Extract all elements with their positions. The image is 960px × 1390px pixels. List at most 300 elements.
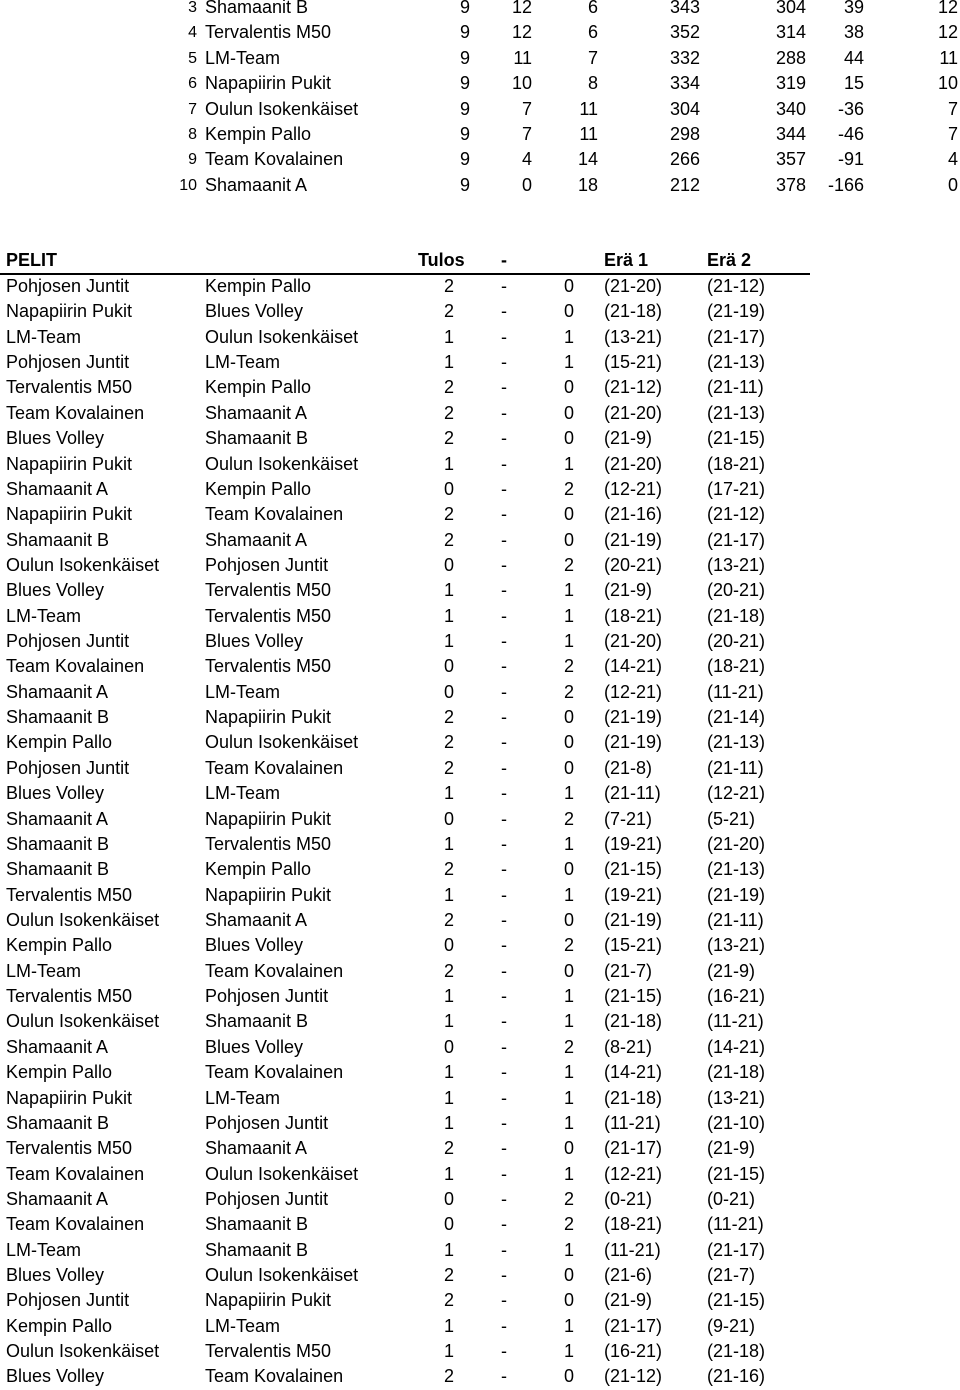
standings-team: Shamaanit A [205,174,308,195]
game-home-team: Shamaanit A [6,1188,109,1209]
game-sets-home: 1 [443,1112,454,1133]
game-dash: - [501,707,507,728]
standings-rank: 5 [188,49,197,67]
game-set1: (21-15) [604,859,663,880]
standings-value: 12 [937,0,958,17]
game-dash: - [501,1315,507,1336]
game-sets-away: 1 [563,352,574,373]
game-away-team: LM-Team [205,1087,281,1108]
standings-value: 8 [587,73,598,94]
game-home-team: Shamaanit B [6,833,110,854]
game-row [0,477,960,502]
game-set2: (21-17) [707,326,766,347]
game-sets-away: 2 [563,478,574,499]
game-set1: (18-21) [604,1214,663,1235]
game-sets-home: 2 [443,757,454,778]
standings-value: 9 [459,73,470,94]
game-set1: (21-9) [604,580,653,601]
game-away-team: Tervalentis M50 [205,656,332,677]
game-home-team: Shamaanit B [6,707,110,728]
game-set2: (17-21) [707,478,766,499]
standings-value: 7 [947,98,958,119]
game-away-team: LM-Team [205,681,281,702]
game-dash: - [501,1112,507,1133]
standings-team: Team Kovalainen [205,149,344,170]
game-set2: (21-9) [707,960,756,981]
game-row [0,604,960,629]
game-sets-home: 0 [443,554,454,575]
standings-row [0,147,960,172]
game-row [0,857,960,882]
game-sets-home: 0 [443,808,454,829]
game-set1: (21-20) [604,402,663,423]
standings-value: 6 [587,22,598,43]
game-sets-away: 1 [563,580,574,601]
game-sets-home: 2 [443,960,454,981]
game-row [0,401,960,426]
game-home-team: Pohjosen Juntit [6,757,130,778]
game-sets-away: 1 [563,1163,574,1184]
game-sets-away: 0 [563,910,574,930]
game-sets-away: 1 [563,1341,574,1362]
game-dash: - [501,1138,507,1159]
standings-value: -46 [837,124,864,144]
standings-value: 0 [521,174,532,195]
game-sets-home: 2 [443,910,454,930]
game-row [0,832,960,857]
game-away-team: Tervalentis M50 [205,1341,332,1362]
game-dash: - [501,1062,507,1083]
game-set1: (21-20) [604,453,663,474]
game-set2: (21-9) [707,1138,756,1159]
game-set1: (13-21) [604,326,663,347]
game-sets-home: 0 [443,681,454,702]
game-set1: (21-18) [604,1011,663,1032]
game-row [0,883,960,908]
game-sets-home: 2 [443,1265,454,1286]
game-set2: (16-21) [707,986,766,1007]
standings-value: 298 [669,124,700,144]
game-sets-home: 1 [443,326,454,347]
game-sets-home: 1 [443,352,454,373]
game-sets-home: 0 [443,935,454,956]
game-away-team: Pohjosen Juntit [205,1112,329,1133]
game-row [0,1288,960,1313]
game-sets-home: 0 [443,656,454,677]
game-set1: (11-21) [604,1239,661,1260]
game-set2: (21-13) [707,859,766,880]
standings-value: 11 [579,124,598,144]
game-home-team: Blues Volley [6,1366,105,1387]
game-away-team: Tervalentis M50 [205,580,332,601]
game-set2: (21-10) [707,1112,766,1133]
game-dash: - [501,935,507,956]
standings-value: 38 [843,22,864,43]
standings-value: 7 [587,47,598,68]
game-away-team: Kempin Pallo [205,377,312,398]
game-home-team: Shamaanit B [6,1112,110,1133]
game-away-team: Shamaanit B [205,1239,309,1260]
game-sets-home: 2 [443,529,454,550]
game-set2: (13-21) [707,935,766,956]
game-row [0,908,960,933]
game-away-team: LM-Team [205,352,281,373]
game-home-team: Tervalentis M50 [6,884,133,905]
game-set2: (21-20) [707,833,766,854]
game-away-team: LM-Team [205,783,281,804]
game-row [0,502,960,527]
game-dash: - [501,352,507,373]
game-set1: (21-19) [604,707,663,728]
game-row [0,452,960,477]
game-home-team: Napapiirin Pukit [6,504,133,525]
game-sets-home: 0 [443,1036,454,1057]
game-set1: (21-20) [604,631,663,652]
game-home-team: Blues Volley [6,783,105,804]
game-away-team: Oulun Isokenkäiset [205,1265,359,1286]
game-dash: - [501,859,507,880]
game-set1: (21-15) [604,986,663,1007]
game-sets-home: 1 [443,833,454,854]
game-away-team: Oulun Isokenkäiset [205,326,359,347]
game-set1: (21-7) [604,960,653,981]
game-set1: (12-21) [604,478,663,499]
game-set2: (12-21) [707,783,766,804]
game-home-team: Team Kovalainen [6,1163,145,1184]
game-sets-home: 1 [443,605,454,626]
game-set2: (21-13) [707,732,766,753]
game-set2: (21-14) [707,707,766,728]
game-dash: - [501,631,507,652]
game-row [0,1263,960,1288]
game-row [0,629,960,654]
game-row [0,781,960,806]
game-set1: (0-21) [604,1188,653,1209]
standings-value: 4 [947,149,958,170]
standings-rank: 4 [188,24,197,42]
game-away-team: Team Kovalainen [205,1062,344,1083]
game-dash: - [501,960,507,981]
game-home-team: Team Kovalainen [6,656,145,677]
game-set2: (21-15) [707,1290,766,1311]
game-set2: (21-18) [707,1341,766,1362]
game-dash: - [501,732,507,753]
standings-value: 9 [459,174,470,195]
game-set2: (18-21) [707,656,766,677]
standings-rank: 10 [179,176,197,194]
game-home-team: Napapiirin Pukit [6,453,133,474]
game-sets-home: 1 [443,1341,454,1362]
standings-value: 39 [843,0,864,17]
game-sets-home: 2 [443,707,454,728]
standings-row [0,173,960,198]
standings-value: 357 [775,149,806,170]
game-sets-away: 2 [563,1036,574,1057]
standings-value: 352 [669,22,700,43]
game-away-team: Shamaanit B [205,1214,309,1235]
standings-value: -91 [837,149,864,170]
standings-value: 378 [775,174,806,195]
game-sets-away: 1 [563,605,574,626]
game-row [0,1238,960,1263]
game-away-team: Oulun Isokenkäiset [205,453,359,474]
game-set2: (18-21) [707,453,766,474]
game-sets-home: 2 [443,859,454,880]
game-home-team: Kempin Pallo [6,935,113,956]
game-sets-home: 2 [443,301,454,322]
game-away-team: Shamaanit A [205,529,308,550]
game-home-team: Tervalentis M50 [6,986,133,1007]
game-set2: (21-11) [707,377,764,398]
game-row [0,325,960,350]
game-sets-home: 1 [443,884,454,905]
game-row [0,654,960,679]
standings-value: 9 [459,0,470,17]
game-dash: - [501,783,507,804]
standings-value: 212 [669,174,700,195]
game-set1: (21-19) [604,732,663,753]
game-set1: (21-18) [604,1087,663,1108]
standings-value: 7 [521,98,532,119]
game-row [0,1187,960,1212]
standings-value: 314 [775,22,806,43]
game-home-team: Kempin Pallo [6,1315,113,1336]
game-set1: (18-21) [604,605,663,626]
standings-value: 6 [587,0,598,17]
game-sets-away: 1 [563,1011,574,1032]
game-dash: - [501,1036,507,1057]
standings-value: 11 [513,47,532,68]
game-away-team: Napapiirin Pukit [205,808,332,829]
game-sets-home: 2 [443,504,454,525]
game-row [0,730,960,755]
game-sets-home: 1 [443,631,454,652]
game-row [0,553,960,578]
game-set2: (21-15) [707,1163,766,1184]
standings-row [0,71,960,96]
standings-rank: 6 [188,75,197,93]
game-dash: - [501,301,507,322]
game-away-team: Napapiirin Pukit [205,1290,332,1311]
game-dash: - [501,656,507,677]
game-dash: - [501,1214,507,1235]
standings-team: Tervalentis M50 [205,22,332,43]
game-row [0,1136,960,1161]
standings-value: -166 [827,174,864,195]
game-sets-away: 2 [563,935,574,956]
game-row [0,426,960,451]
game-sets-home: 1 [443,1062,454,1083]
game-home-team: LM-Team [6,605,82,626]
game-home-team: Blues Volley [6,1265,105,1286]
game-set2: (11-21) [707,1011,764,1032]
game-set1: (8-21) [604,1036,653,1057]
game-set2: (21-19) [707,884,766,905]
game-sets-away: 0 [563,1366,574,1387]
game-set2: (20-21) [707,580,766,601]
game-dash: - [501,1011,507,1032]
game-away-team: Blues Volley [205,301,304,322]
game-set2: (21-11) [707,757,764,778]
game-away-team: Blues Volley [205,935,304,956]
standings-team: LM-Team [205,47,281,68]
standings-rank: 9 [188,151,197,169]
standings-value: 11 [939,47,958,68]
game-away-team: Team Kovalainen [205,1366,344,1387]
game-set1: (15-21) [604,935,663,956]
game-set1: (21-9) [604,428,653,449]
game-sets-home: 1 [443,453,454,474]
game-set2: (21-19) [707,301,766,322]
game-sets-away: 1 [563,986,574,1007]
game-sets-away: 2 [563,808,574,829]
game-set2: (0-21) [707,1188,756,1209]
game-dash: - [501,529,507,550]
standings-row [0,97,960,122]
game-sets-away: 2 [563,1188,574,1209]
game-dash: - [501,808,507,829]
game-set1: (19-21) [604,833,663,854]
game-sets-home: 2 [443,1366,454,1387]
game-dash: - [501,884,507,905]
game-sets-home: 1 [443,1163,454,1184]
standings-value: 9 [459,149,470,170]
standings-value: 44 [843,47,864,68]
game-set1: (21-9) [604,1290,653,1311]
result-header: Tulos [418,250,465,270]
game-set2: (13-21) [707,1087,766,1108]
game-sets-home: 2 [443,377,454,398]
game-away-team: Shamaanit A [205,910,308,930]
game-set1: (21-16) [604,504,663,525]
game-away-team: Team Kovalainen [205,960,344,981]
game-sets-away: 1 [563,1087,574,1108]
game-home-team: Tervalentis M50 [6,377,133,398]
game-set1: (14-21) [604,1062,663,1083]
standings-value: 304 [669,98,700,119]
standings-value: 12 [937,22,958,43]
game-set2: (9-21) [707,1315,756,1336]
game-home-team: Oulun Isokenkäiset [6,910,160,930]
standings-value: 18 [577,174,598,195]
game-set1: (16-21) [604,1341,663,1362]
game-away-team: Pohjosen Juntit [205,554,329,575]
game-set2: (13-21) [707,554,766,575]
game-set1: (20-21) [604,554,663,575]
game-set2: (21-18) [707,605,766,626]
game-row [0,1314,960,1339]
standings-value: 334 [669,73,700,94]
game-sets-home: 2 [443,276,454,296]
game-home-team: LM-Team [6,1239,82,1260]
game-away-team: Kempin Pallo [205,859,312,880]
game-home-team: Shamaanit B [6,859,110,880]
game-sets-home: 0 [443,1214,454,1235]
game-sets-away: 2 [563,1214,574,1235]
game-sets-home: 1 [443,580,454,601]
game-row [0,933,960,958]
game-dash: - [501,1163,507,1184]
game-row [0,578,960,603]
game-sets-away: 1 [563,1112,574,1133]
game-sets-away: 0 [563,1265,574,1286]
game-dash: - [501,1188,507,1209]
standings-rank: 3 [188,0,197,16]
game-dash: - [501,377,507,398]
standings-value: 332 [669,47,700,68]
game-row [0,1060,960,1085]
games-header-row [0,248,960,273]
standings-team: Kempin Pallo [205,124,312,144]
game-row [0,680,960,705]
standings-row [0,46,960,71]
game-home-team: Shamaanit A [6,681,109,702]
standings-value: 4 [521,149,532,170]
game-set1: (12-21) [604,681,663,702]
game-row [0,1364,960,1389]
game-row [0,1009,960,1034]
game-dash: - [501,428,507,449]
game-away-team: Pohjosen Juntit [205,1188,329,1209]
game-sets-away: 1 [563,631,574,652]
standings-value: 344 [775,124,806,144]
standings-value: 7 [947,124,958,144]
game-away-team: Napapiirin Pukit [205,884,332,905]
game-set1: (21-19) [604,910,663,930]
game-sets-home: 1 [443,1087,454,1108]
game-dash: - [501,1087,507,1108]
game-home-team: Pohjosen Juntit [6,352,130,373]
game-dash: - [501,605,507,626]
standings-value: 12 [511,0,532,17]
standings-row [0,0,960,20]
game-sets-away: 1 [563,1315,574,1336]
game-sets-away: 2 [563,656,574,677]
game-sets-away: 1 [563,783,574,804]
games-title: PELIT [6,250,58,270]
game-home-team: Shamaanit A [6,808,109,829]
game-home-team: Blues Volley [6,580,105,601]
game-sets-away: 0 [563,1290,574,1311]
game-sets-away: 1 [563,326,574,347]
game-sets-home: 0 [443,1188,454,1209]
game-dash: - [501,402,507,423]
game-dash: - [501,326,507,347]
standings-team: Napapiirin Pukit [205,73,332,94]
game-sets-away: 2 [563,554,574,575]
game-set1: (21-19) [604,529,663,550]
game-dash: - [501,478,507,499]
standings-row [0,20,960,45]
game-home-team: Kempin Pallo [6,1062,113,1083]
game-set2: (14-21) [707,1036,766,1057]
game-set1: (14-21) [604,656,663,677]
game-row [0,1086,960,1111]
game-away-team: Shamaanit A [205,1138,308,1159]
game-dash: - [501,986,507,1007]
game-sets-away: 0 [563,301,574,322]
game-sets-away: 0 [563,732,574,753]
game-away-team: Shamaanit B [205,428,309,449]
game-sets-home: 1 [443,783,454,804]
standings-rank: 8 [188,126,197,143]
game-dash: - [501,276,507,296]
game-home-team: Pohjosen Juntit [6,276,130,296]
game-away-team: Oulun Isokenkäiset [205,1163,359,1184]
set1-header: Erä 1 [604,250,649,270]
game-sets-home: 2 [443,428,454,449]
game-set2: (11-21) [707,681,764,702]
